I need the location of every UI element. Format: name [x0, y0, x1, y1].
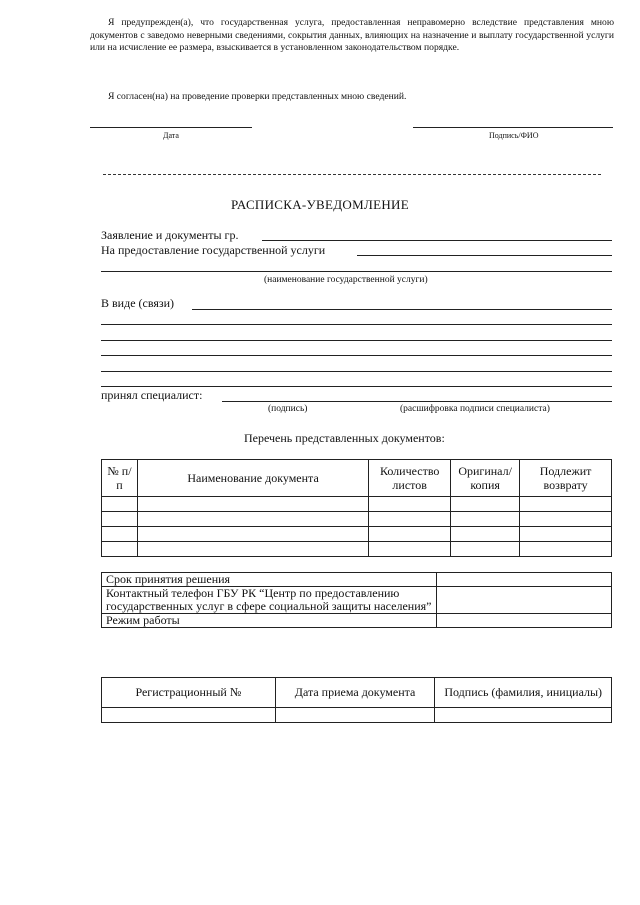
service-caption: (наименование государственной услуги) — [264, 275, 428, 285]
table-row — [102, 497, 612, 512]
received-label: принял специалист: — [101, 388, 203, 402]
col-return: Подлежит возврату — [520, 460, 612, 497]
decision-term-label: Срок принятия решения — [102, 573, 437, 587]
service-line-1[interactable] — [357, 255, 612, 256]
form-line-6[interactable] — [101, 386, 612, 387]
applicant-name-line[interactable] — [262, 240, 612, 241]
form-line-4[interactable] — [101, 355, 612, 356]
table-row — [102, 708, 612, 723]
col-signature: Подпись (фамилия, инициалы) — [435, 678, 612, 708]
documents-table — [101, 459, 612, 557]
col-receipt-date: Дата приема документа — [275, 678, 435, 708]
signature-line[interactable] — [413, 127, 613, 128]
consent-paragraph: Я согласен(на) на проведение проверки представленных мною сведений. — [108, 91, 407, 102]
col-doc-name: Наименование документа — [137, 460, 368, 497]
registration-table — [101, 677, 612, 723]
service-line-2[interactable] — [101, 271, 612, 272]
application-label: Заявление и документы гр. — [101, 228, 239, 242]
docs-list-title: Перечень представленных документов: — [244, 431, 445, 445]
form-line-2[interactable] — [101, 324, 612, 325]
date-caption: Дата — [163, 131, 179, 140]
work-hours-value[interactable] — [437, 614, 612, 628]
col-sheets: Количество листов — [369, 460, 451, 497]
table-row — [102, 542, 612, 557]
work-hours-label: Режим работы — [102, 614, 437, 628]
form-label: В виде (связи) — [101, 296, 175, 310]
form-line-1[interactable] — [192, 309, 612, 310]
contact-phone-value[interactable] — [437, 587, 612, 614]
warning-paragraph: Я предупрежден(а), что государственная услуга, предоставленная неправомерно вследствие представления мною документов с заведомо неверными сведениями, сокрытия данных, влияющих на назначение и выплату государственной услуги или на исчисление ее размера, взыскивается в установленном законодательством порядке. — [90, 17, 614, 54]
date-line[interactable] — [90, 127, 252, 128]
form-line-5[interactable] — [101, 371, 612, 372]
cut-line — [103, 174, 601, 175]
form-line-3[interactable] — [101, 340, 612, 341]
contact-phone-label: Контактный телефон ГБУ РК “Центр по предоставлению государственных услуг в сфере социальной защиты населения” — [102, 587, 437, 614]
col-number: № п/п — [102, 460, 138, 497]
receipt-title: РАСПИСКА-УВЕДОМЛЕНИЕ — [231, 197, 409, 212]
signature-caption: Подпись/ФИО — [489, 131, 539, 140]
table-row — [102, 512, 612, 527]
col-original-copy: Оригинал/ копия — [451, 460, 520, 497]
decode-caption: (расшифровка подписи специалиста) — [400, 404, 550, 414]
info-table — [101, 572, 612, 628]
sign-caption: (подпись) — [268, 404, 308, 414]
decision-term-value[interactable] — [437, 573, 612, 587]
received-line[interactable] — [222, 401, 612, 402]
col-reg-number: Регистрационный № — [102, 678, 276, 708]
table-row — [102, 527, 612, 542]
service-label: На предоставление государственной услуги — [101, 243, 326, 257]
